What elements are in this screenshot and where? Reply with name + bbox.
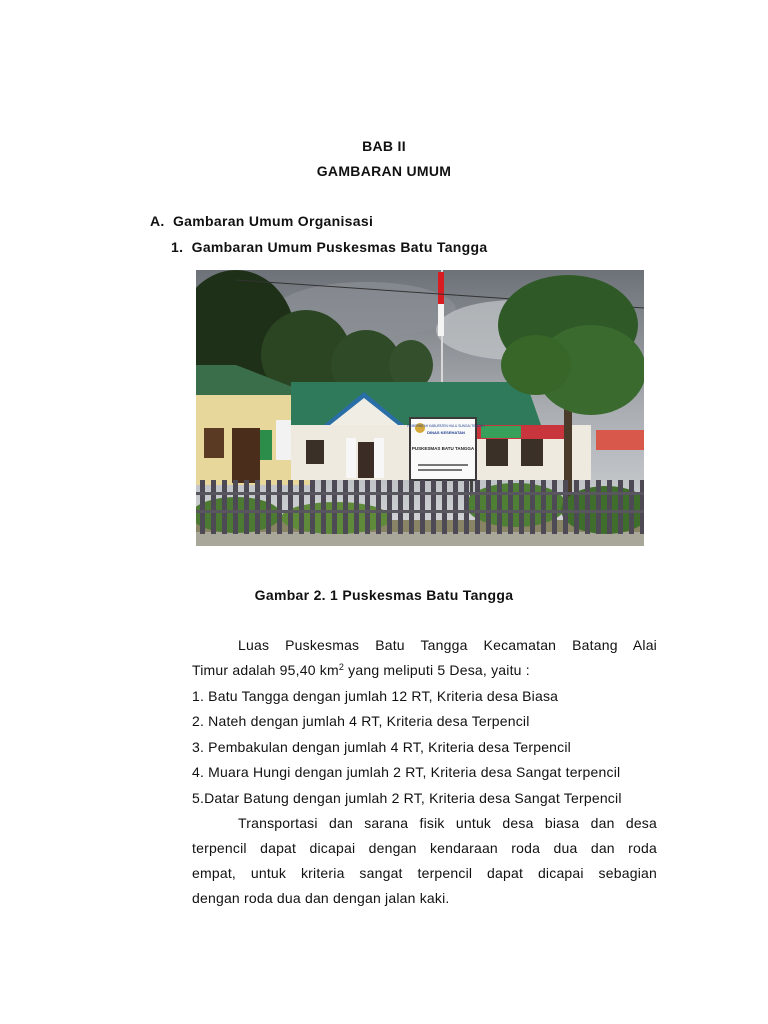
area-superscript: 2 bbox=[338, 662, 345, 672]
fence-picket bbox=[530, 480, 535, 534]
fence-picket bbox=[277, 480, 282, 534]
fence-picket bbox=[200, 480, 205, 534]
fence-picket bbox=[629, 480, 634, 534]
fence-picket bbox=[552, 480, 557, 534]
fence-picket bbox=[409, 480, 414, 534]
subsection-heading-1: 1. Gambaran Umum Puskesmas Batu Tangga bbox=[171, 239, 488, 255]
fence-picket bbox=[354, 480, 359, 534]
paragraph-2-line-2: terpencil dapat dicapai dengan kendaraan roda dua dan roda bbox=[192, 840, 657, 856]
fence-picket bbox=[398, 480, 403, 534]
fence-picket bbox=[585, 480, 590, 534]
paragraph-2-line-1: Transportasi dan sarana fisik untuk desa biasa dan desa bbox=[238, 815, 657, 831]
village-item: 4. Muara Hungi dengan jumlah 2 RT, Kriteria desa Sangat terpencil bbox=[192, 764, 621, 780]
fence-picket bbox=[475, 480, 480, 534]
fence-picket bbox=[420, 480, 425, 534]
fence-picket bbox=[508, 480, 513, 534]
figure-caption: Gambar 2. 1 Puskesmas Batu Tangga bbox=[254, 587, 514, 603]
sign-line-1: PEMERINTAH KABUPATEN HULU SUNGAI TENGAH bbox=[407, 424, 485, 428]
paragraph-2-line-3: empat, untuk kriteria sangat terpencil dapat dicapai sebagian bbox=[192, 865, 657, 881]
fence-picket bbox=[244, 480, 249, 534]
village-item: 2. Nateh dengan jumlah 4 RT, Kriteria desa Terpencil bbox=[192, 713, 530, 729]
paragraph-1-line-1: Luas Puskesmas Batu Tangga Kecamatan Batang Alai bbox=[238, 637, 657, 653]
fence-picket bbox=[310, 480, 315, 534]
chapter-number: BAB II bbox=[362, 138, 406, 154]
fence-picket bbox=[211, 480, 216, 534]
fence-picket bbox=[618, 480, 623, 534]
puskesmas-photo bbox=[196, 270, 644, 546]
fence-picket bbox=[266, 480, 271, 534]
fence-picket bbox=[596, 480, 601, 534]
fence-picket bbox=[343, 480, 348, 534]
village-item: 3. Pembakulan dengan jumlah 4 RT, Kriteria desa Terpencil bbox=[192, 739, 571, 755]
fence-picket bbox=[365, 480, 370, 534]
fence-picket bbox=[299, 480, 304, 534]
fence-picket bbox=[640, 480, 644, 534]
fence-picket bbox=[607, 480, 612, 534]
fence-picket bbox=[321, 480, 326, 534]
sign-line-3: PUSKESMAS BATU TANGGA bbox=[411, 446, 475, 451]
fence-picket bbox=[288, 480, 293, 534]
fence-picket bbox=[541, 480, 546, 534]
fence-picket bbox=[486, 480, 491, 534]
fence-picket bbox=[387, 480, 392, 534]
fence-picket bbox=[233, 480, 238, 534]
village-item: 1. Batu Tangga dengan jumlah 12 RT, Kriteria desa Biasa bbox=[192, 688, 559, 704]
fence-picket bbox=[442, 480, 447, 534]
area-text: Timur adalah 95,40 km bbox=[192, 662, 339, 678]
fence-picket bbox=[255, 480, 260, 534]
fence-picket bbox=[376, 480, 381, 534]
chapter-title: GAMBARAN UMUM bbox=[316, 163, 452, 179]
fence-picket bbox=[519, 480, 524, 534]
fence-picket bbox=[222, 480, 227, 534]
village-item: 5.Datar Batung dengan jumlah 2 RT, Kriteria desa Sangat Terpencil bbox=[192, 790, 622, 806]
fence-picket bbox=[464, 480, 469, 534]
fence-picket bbox=[332, 480, 337, 534]
paragraph-1-line-2 bbox=[192, 662, 662, 678]
fence-picket bbox=[574, 480, 579, 534]
fence-picket bbox=[431, 480, 436, 534]
section-heading-a: A. Gambaran Umum Organisasi bbox=[150, 213, 374, 229]
paragraph-2-line-4: dengan roda dua dan dengan jalan kaki. bbox=[192, 890, 450, 906]
villages-intro: yang meliputi 5 Desa, yaitu : bbox=[344, 662, 530, 678]
fence-picket bbox=[497, 480, 502, 534]
sign-line-2: DINAS KESEHATAN bbox=[427, 430, 465, 435]
fence-picket bbox=[453, 480, 458, 534]
fence-picket bbox=[563, 480, 568, 534]
